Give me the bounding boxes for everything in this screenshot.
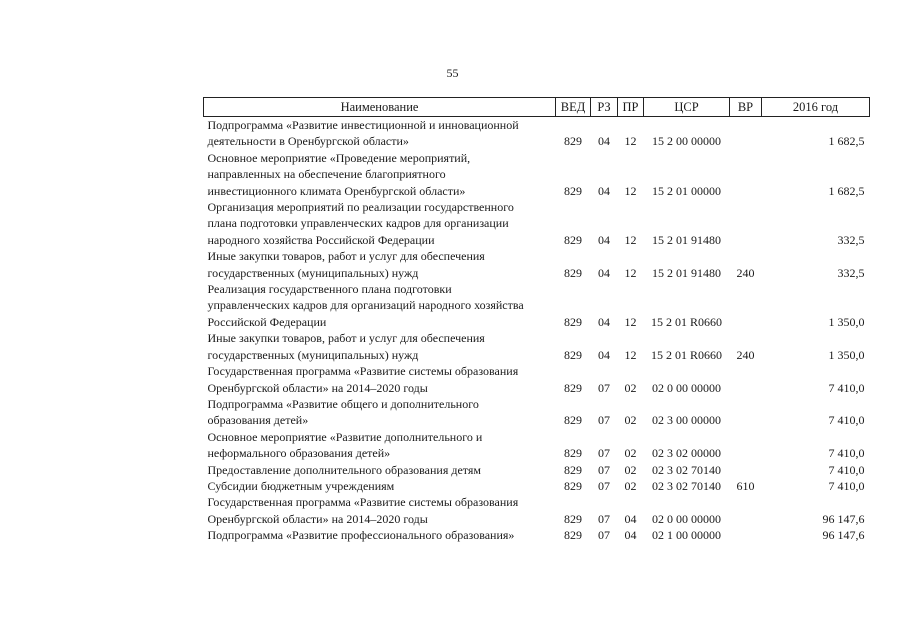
row-name <box>204 429 556 462</box>
row-vr <box>730 363 762 396</box>
row-name-line: Оренбургской области» на 2014–2020 годы <box>207 380 428 395</box>
row-name-line: Организация мероприятий по реализации государственного <box>207 200 514 215</box>
row-rz: 07 <box>598 413 610 428</box>
row-vr <box>730 429 762 462</box>
table-row <box>204 429 870 462</box>
row-rz: 07 <box>598 446 610 461</box>
row-amount: 332,5 <box>837 265 865 280</box>
table-row <box>204 199 870 248</box>
row-name-line: Основное мероприятие «Проведение мероприятий, <box>207 150 471 165</box>
table-header <box>204 98 870 117</box>
row-ved: 829 <box>564 446 582 461</box>
row-csr: 15 2 01 91480 <box>652 265 721 280</box>
row-pr: 02 <box>624 478 637 493</box>
row-ved: 829 <box>564 511 582 526</box>
row-amount: 1 350,0 <box>828 314 865 329</box>
row-vr: 610 <box>736 478 755 493</box>
row-csr: 02 3 00 00000 <box>652 413 721 428</box>
row-name-line: неформального образования детей» <box>207 446 391 461</box>
table-row <box>204 478 870 494</box>
table-row <box>204 150 870 199</box>
row-name <box>204 363 556 396</box>
row-ved: 829 <box>564 183 582 198</box>
row-csr: 02 3 02 70140 <box>652 478 721 493</box>
row-name <box>204 281 556 330</box>
row-csr: 15 2 01 00000 <box>652 183 721 198</box>
row-pr: 04 <box>624 528 637 543</box>
header-row <box>204 98 870 117</box>
row-rz: 04 <box>598 265 610 280</box>
row-amount: 7 410,0 <box>828 446 865 461</box>
row-vr: 240 <box>736 265 755 280</box>
row-name <box>204 462 556 478</box>
row-rz: 07 <box>598 380 610 395</box>
row-csr: 15 2 00 00000 <box>652 134 721 149</box>
row-name-line: Субсидии бюджетным учреждениям <box>207 478 395 493</box>
row-rz: 04 <box>598 232 610 247</box>
row-amount: 96 147,6 <box>822 528 865 543</box>
row-ved: 829 <box>564 462 582 477</box>
row-pr: 02 <box>624 446 637 461</box>
row-pr: 12 <box>624 265 637 280</box>
budget-table <box>203 97 870 544</box>
table-row <box>204 281 870 330</box>
row-csr: 02 3 02 70140 <box>652 462 721 477</box>
row-vr <box>730 527 762 543</box>
row-rz: 07 <box>598 462 610 477</box>
row-name-line: направленных на обеспечение благоприятного <box>207 167 446 182</box>
row-rz: 07 <box>598 511 610 526</box>
row-name-line: государственных (муниципальных) нужд <box>207 265 419 280</box>
header-csr: ЦСР <box>644 98 730 117</box>
row-name-line: образования детей» <box>207 413 309 428</box>
row-name <box>204 248 556 281</box>
row-name <box>204 494 556 527</box>
row-vr <box>730 396 762 429</box>
row-name-line: управленческих кадров для организаций народного хозяйства <box>207 298 524 313</box>
row-csr: 15 2 01 R0660 <box>650 347 722 362</box>
row-name-line: Государственная программа «Развитие системы образования <box>207 495 519 510</box>
row-name <box>204 478 556 494</box>
row-rz: 04 <box>598 347 610 362</box>
row-name-line: Подпрограмма «Развитие профессионального образования» <box>207 528 515 543</box>
row-amount: 7 410,0 <box>828 462 865 477</box>
row-name <box>204 150 556 199</box>
row-name <box>204 527 556 543</box>
row-vr <box>730 150 762 199</box>
row-name <box>204 199 556 248</box>
row-rz: 07 <box>598 478 610 493</box>
row-amount: 1 682,5 <box>828 134 865 149</box>
row-pr: 02 <box>624 380 637 395</box>
row-rz: 04 <box>598 134 610 149</box>
row-name <box>204 117 556 150</box>
row-ved: 829 <box>564 478 582 493</box>
row-csr: 02 1 00 00000 <box>652 528 721 543</box>
page-number: 55 <box>446 66 459 80</box>
row-vr <box>730 117 762 150</box>
table-row <box>204 494 870 527</box>
row-ved: 829 <box>564 380 582 395</box>
row-amount: 7 410,0 <box>828 478 865 493</box>
row-name <box>204 330 556 363</box>
row-ved: 829 <box>564 413 582 428</box>
table-row <box>204 363 870 396</box>
row-name-line: инвестиционного климата Оренбургской области» <box>207 183 466 198</box>
table-row <box>204 117 870 150</box>
row-vr <box>730 462 762 478</box>
table-row <box>204 527 870 543</box>
table-row <box>204 462 870 478</box>
row-ved: 829 <box>564 314 582 329</box>
row-amount: 96 147,6 <box>822 511 865 526</box>
row-name <box>204 396 556 429</box>
row-name-line: государственных (муниципальных) нужд <box>207 347 419 362</box>
header-name: Наименование <box>204 98 556 117</box>
header-rz: РЗ <box>591 98 618 117</box>
row-amount: 7 410,0 <box>828 413 865 428</box>
row-ved: 829 <box>564 528 582 543</box>
row-amount: 7 410,0 <box>828 380 865 395</box>
header-ved: ВЕД <box>556 98 591 117</box>
row-rz: 04 <box>598 183 610 198</box>
row-csr: 02 0 00 00000 <box>652 380 721 395</box>
row-name-line: Российской Федерации <box>207 314 327 329</box>
row-rz: 04 <box>598 314 610 329</box>
row-name-line: Реализация государственного плана подготовки <box>207 282 452 297</box>
row-pr: 04 <box>624 511 637 526</box>
row-name-line: Иные закупки товаров, работ и услуг для обеспечения <box>207 249 485 264</box>
row-name-line: плана подготовки управленческих кадров для организации <box>207 216 509 231</box>
row-amount: 1 682,5 <box>828 183 865 198</box>
header-pr: ПР <box>618 98 644 117</box>
row-name-line: Иные закупки товаров, работ и услуг для обеспечения <box>207 331 485 346</box>
row-ved: 829 <box>564 265 582 280</box>
row-vr <box>730 199 762 248</box>
row-pr: 12 <box>624 134 637 149</box>
row-name-line: Подпрограмма «Развитие инвестиционной и инновационной <box>207 118 519 132</box>
row-vr <box>730 494 762 527</box>
row-csr: 02 0 00 00000 <box>652 511 721 526</box>
row-pr: 12 <box>624 347 637 362</box>
row-name-line: деятельности в Оренбургской области» <box>207 134 409 149</box>
row-csr: 15 2 01 R0660 <box>650 314 722 329</box>
row-ved: 829 <box>564 134 582 149</box>
row-name-line: народного хозяйства Российской Федерации <box>207 232 435 247</box>
row-ved: 829 <box>564 232 582 247</box>
row-name-line: Государственная программа «Развитие системы образования <box>207 364 519 379</box>
row-ved: 829 <box>564 347 582 362</box>
row-rz: 07 <box>598 528 610 543</box>
row-amount: 332,5 <box>837 232 865 247</box>
row-name-line: Оренбургской области» на 2014–2020 годы <box>207 511 428 526</box>
row-name-line: Основное мероприятие «Развитие дополнительного и <box>207 429 483 444</box>
table-row <box>204 248 870 281</box>
row-name-line: Предоставление дополнительного образования детям <box>207 462 481 477</box>
table-row <box>204 330 870 363</box>
table-row <box>204 396 870 429</box>
row-amount: 1 350,0 <box>828 347 865 362</box>
row-pr: 02 <box>624 462 637 477</box>
row-pr: 12 <box>624 314 637 329</box>
row-pr: 12 <box>624 183 637 198</box>
row-vr <box>730 281 762 330</box>
row-csr: 15 2 01 91480 <box>652 232 721 247</box>
header-year: 2016 год <box>762 98 870 117</box>
table-body <box>204 117 870 544</box>
row-csr: 02 3 02 00000 <box>652 446 721 461</box>
row-pr: 12 <box>624 232 637 247</box>
header-vr: ВР <box>730 98 762 117</box>
row-pr: 02 <box>624 413 637 428</box>
row-name-line: Подпрограмма «Развитие общего и дополнительного <box>207 396 479 411</box>
row-vr: 240 <box>736 347 755 362</box>
